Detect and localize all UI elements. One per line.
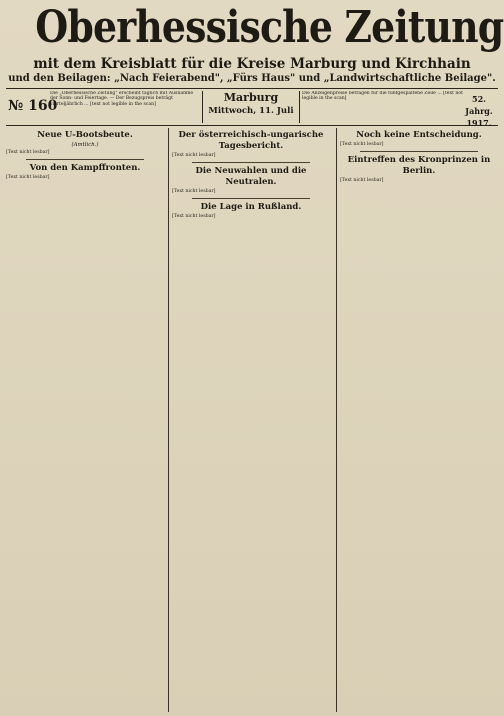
article-headline: Von den Kampffronten. [29,162,141,173]
volume-label: 52. Jahrg. [465,94,493,116]
article [340,130,498,148]
article-headline: Die Neuwahlen und die Neutralen. [195,165,307,187]
article [172,130,330,159]
article-headline: Eintreffen des Kronprinzen in Berlin. [347,154,491,176]
article-columns [6,128,498,712]
article [172,202,330,220]
year-label: 1917. [466,118,492,128]
article [6,163,164,181]
subscription-info: Die „Oberhessische Zeitung" erscheint täglich mit Ausnahme der Sonn- und Feiertage. — Der Bezugspreis beträgt vierteljährlich ... [text not legible in the scan] [50,91,194,107]
article-divider [360,151,478,152]
article-paragraph: [Text nicht lesbar] [172,213,216,219]
masthead-supplements: und den Beilagen: „Nach Feierabend", „Fürs Haus" und „Landwirtschaftliche Beilage". [8,73,496,84]
article-headline: Neue U-Bootsbeute. [37,130,133,140]
column-1 [6,128,164,712]
volume-box [462,93,496,129]
article-divider [26,159,144,160]
article-divider [192,162,310,163]
article-headline: Noch keine Entscheidung. [356,130,482,140]
article [6,130,164,156]
article [172,166,330,195]
dateline [202,91,300,123]
dateline-city: Marburg [223,91,279,104]
article-divider [192,198,310,199]
article-paragraph: [Text nicht lesbar] [6,150,50,155]
article-headline: Die Lage in Rußland. [200,201,302,212]
newspaper-title: Oberhessische Zeitung [35,2,504,53]
article-paragraph: [Text nicht lesbar] [340,142,384,147]
article [340,155,498,184]
masthead-subtitle: mit dem Kreisblatt für die Kreise Marburg und Kirchhain [33,56,471,72]
dateline-date: Mittwoch, 11. Juli [208,106,294,116]
column-3 [340,128,498,712]
article-paragraph: [Text nicht lesbar] [6,174,50,180]
article-subhead: (Amtlich.) [71,142,99,148]
article-headline: Der österreichisch-ungarische Tagesbericht. [178,130,324,151]
masthead [0,0,504,56]
article-paragraph: [Text nicht lesbar] [172,153,216,158]
article-paragraph: [Text nicht lesbar] [340,177,384,183]
info-bar [6,88,498,126]
column-2 [172,128,330,712]
issue-number: № 160 [8,98,58,114]
column-rule [168,128,169,712]
article-paragraph: [Text nicht lesbar] [172,188,216,194]
advertising-info: Die Anzeigenpreise betragen für die fünfgespaltene Zeile ... [text not legible in the scan] [302,91,463,102]
column-rule [336,128,337,712]
